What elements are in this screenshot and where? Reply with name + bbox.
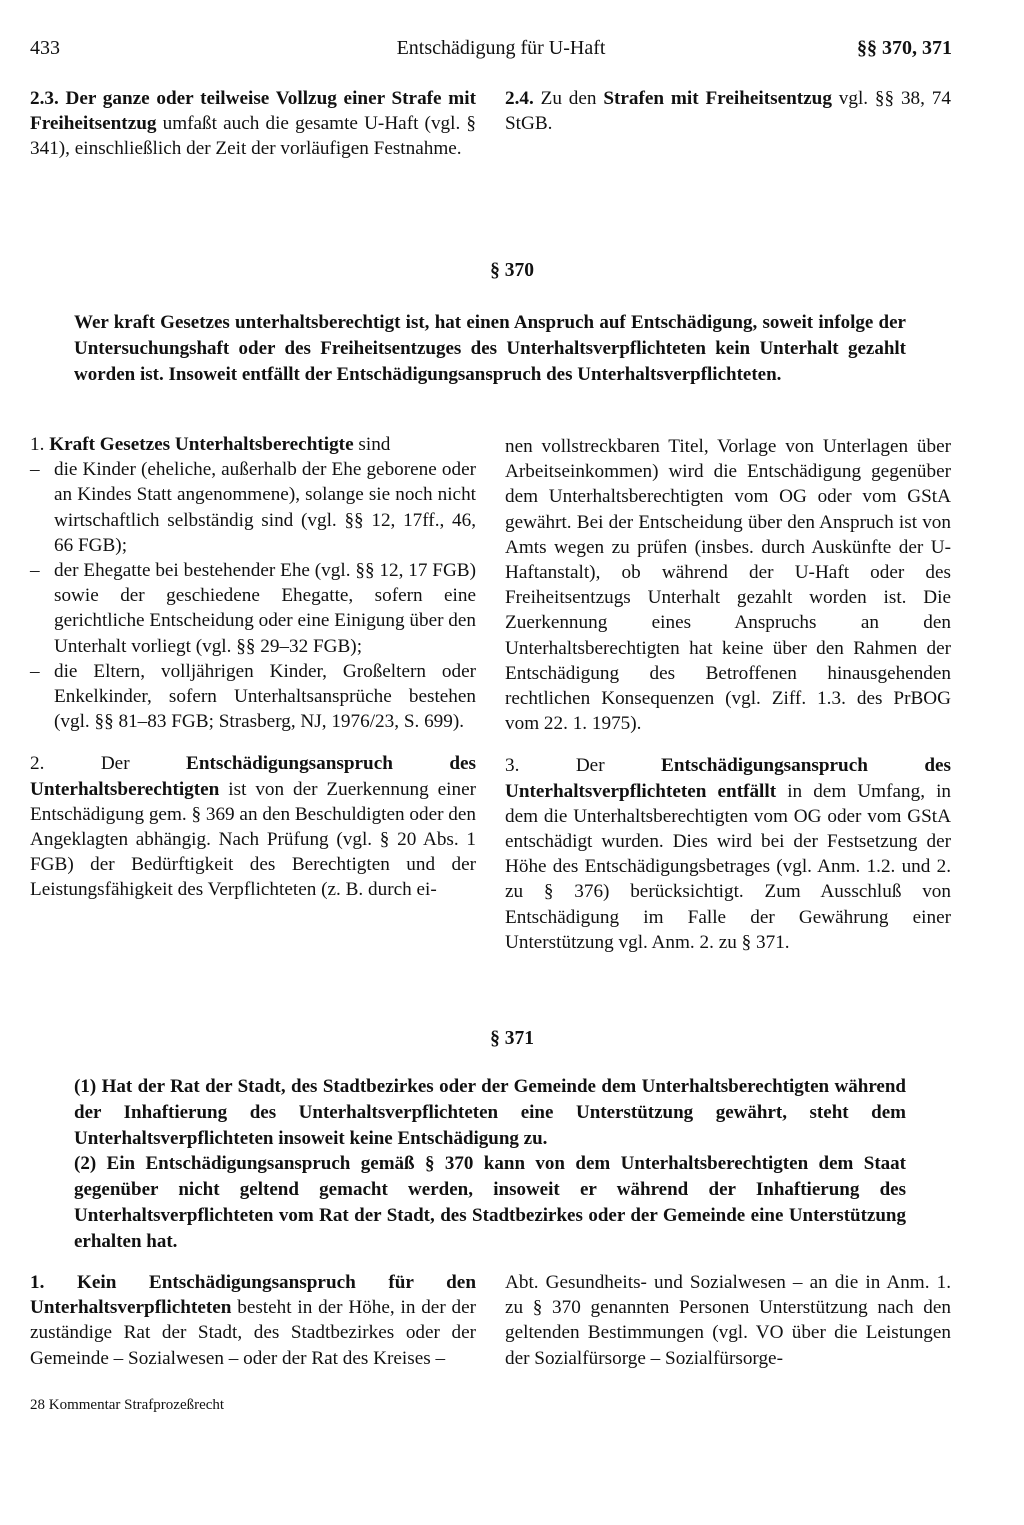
bold-term: Der ganze oder teilweise Vollzug einer Strafe mit Freiheitsentzug (30, 88, 476, 135)
note-2-4-paragraph (505, 86, 951, 136)
note-text: in dem Umfang, in dem die Unterhaltsberechtigten vom OG oder vom GStA entschädigt wurden. Dies wird bei der Festsetzung der Höhe des Entschädigungsbetrages (vgl. Anm. 1.2. und 2. zu § 376) berücksichtigt. Zum Ausschluß von Entschädigung im Falle der Gewährung einer Unterstützung vgl. Anm. 2. zu § 371. (505, 780, 951, 953)
dash-marker: – (30, 459, 40, 481)
note-2-4 (505, 86, 951, 136)
note-number: 2. Der (30, 753, 187, 775)
list-item-children (30, 457, 476, 558)
footer-signature: 28 Kommentar Strafprozeßrecht (30, 1397, 225, 1413)
section-371-commentary-right (505, 1270, 951, 1371)
section-371-heading: § 371 (490, 1028, 534, 1049)
note-2-3 (30, 86, 476, 162)
bold-term: Entschädigungsanspruch des Unterhaltsberechtigten (30, 753, 477, 800)
section-371-law-text (74, 1074, 906, 1255)
note-1 (30, 1270, 476, 1371)
list-item-text: die Kinder (eheliche, außerhalb der Ehe geborene oder an Kindes Statt angenommene), solange sie noch nicht wirtschaftlich selbständig sind (vgl. §§ 12, 17ff., 46, 66 FGB); (54, 459, 476, 556)
note-text: ist von der Zuerkennung einer Entschädigung gem. § 369 an den Beschuldigten oder den Angeklagten abhängig. Nach Prüfung (vgl. § 20 Abs. 1 FGB) der Bedürftigkeit des Berechtigten und der Leistungsfähigkeit des Verpflichteten (z. B. durch ei- (30, 778, 477, 901)
running-header (30, 34, 952, 62)
header-sections: §§ 370, 371 (857, 37, 952, 59)
law-paragraph: Wer kraft Gesetzes unterhaltsberechtigt ist, hat einen Anspruch auf Entschädigung, soweit infolge der Untersuchungshaft oder des Freiheitsentzuges des Unterhaltsverpflichteten kein Unterhalt gezahlt worden ist. Insoweit entfällt der Entschädigungsanspruch des Unterhaltsverpflichteten. (74, 312, 906, 385)
note-text: umfaßt auch die gesamte U-Haft (vgl. § 341), einschließlich der Zeit der vorläufigen Festnahme. (30, 113, 476, 160)
note-2-3-paragraph (30, 86, 476, 162)
note-number: 1. (30, 434, 45, 455)
note-2-continued: nen vollstreckbaren Titel, Vorlage von Unterlagen über Arbeitseinkommen) wird die Entschädigung gegenüber dem Unterhaltsberechtigten vom OG oder vom GStA gewährt. Bei der Entscheidung über den Anspruch ist von Amts wegen zu prüfen (insbes. durch Auskünfte der U-Haftanstalt), ob während der U-Haft oder des Freiheitsentzugs Unterhalt gezahlt worden ist. Die Zuerkennung eines Anspruchs an den Unterhaltsberechtigten hat keine über den Rahmen der Entschädigung des Betroffenen hinausgehenden rechtlichen Konsequenzen (vgl. Ziff. 1.3. des PrBOG vom 22. 1. 1975). (505, 436, 951, 735)
section-370-commentary-right (505, 434, 951, 955)
bold-term: Strafen mit Freiheitsentzug (603, 88, 832, 109)
law-paragraph-2: (2) Ein Entschädigungsanspruch gemäß § 370 kann von dem Unterhaltsberechtigten dem Staat gegenüber nicht geltend gemacht werden, insoweit er während der Inhaftierung des Unterhaltsverpflichteten vom Rat der Stadt, des Stadtbezirkes oder der Gemeinde eine Unterstützung erhalten hat. (74, 1153, 906, 1252)
note-text: Zu den (533, 88, 604, 109)
dash-marker: – (30, 660, 40, 682)
dash-marker: – (30, 560, 40, 582)
note-text: sind (353, 434, 391, 455)
list-item-text: die Eltern, volljährigen Kinder, Großeltern oder Enkelkinder, sofern Unterhaltsansprüche bestehen (vgl. §§ 81–83 FGB; Strasberg, NJ, 1976/23, S. 699). (54, 660, 476, 733)
note-text: vgl. §§ 38, 74 StGB. (505, 88, 951, 135)
bold-term: Kraft Gesetzes Unterhaltsberechtigte (49, 434, 354, 455)
header-title: Entschädigung für U-Haft (396, 37, 606, 59)
section-371-commentary-left (30, 1270, 476, 1371)
section-370-commentary-left (30, 432, 476, 903)
note-1-continued: Abt. Gesundheits- und Sozialwesen – an die in Anm. 1. zu § 370 genannten Personen Unterstützung nach den geltenden Bestimmungen (vgl. VO über die Leistungen der Sozialfürsorge – Sozialfürsorge- (505, 1272, 951, 1369)
bold-term: Entschädigungsanspruch des Unterhaltsverpflichteten entfällt (505, 755, 952, 802)
note-3 (505, 753, 951, 955)
note-number: 2.4. (505, 88, 534, 109)
note-number: 2.3. (30, 88, 59, 109)
section-370-heading: § 370 (490, 260, 534, 281)
page-number: 433 (30, 37, 60, 59)
note-2 (30, 751, 476, 902)
note-1 (30, 432, 476, 457)
list-item-parents (30, 659, 476, 735)
bold-term: 1. Kein Entschädigungsanspruch für den Unterhaltsverpflichteten (30, 1272, 476, 1319)
section-370-law-text (74, 310, 906, 387)
list-item-text: der Ehegatte bei bestehender Ehe (vgl. §§ 12, 17 FGB) sowie der geschiedene Ehegatte, sofern eine gerichtliche Entscheidung oder eine Einigung über den Unterhalt vorliegt (vgl. §§ 29–32 FGB); (54, 560, 476, 657)
note-text: besteht in der Höhe, in der der zuständige Rat der Stadt, des Stadtbezirkes oder der Gemeinde – Sozialwesen – oder der Rat des Kreises – (30, 1297, 476, 1369)
list-item-spouse (30, 558, 476, 659)
law-paragraph-1: (1) Hat der Rat der Stadt, des Stadtbezirkes oder der Gemeinde dem Unterhaltsberechtigten während der Inhaftierung des Unterhaltsverpflichteten eine Unterstützung gewährt, steht dem Unterhaltsverpflichteten insoweit keine Entschädigung zu. (74, 1076, 906, 1149)
note-number: 3. Der (505, 755, 662, 777)
